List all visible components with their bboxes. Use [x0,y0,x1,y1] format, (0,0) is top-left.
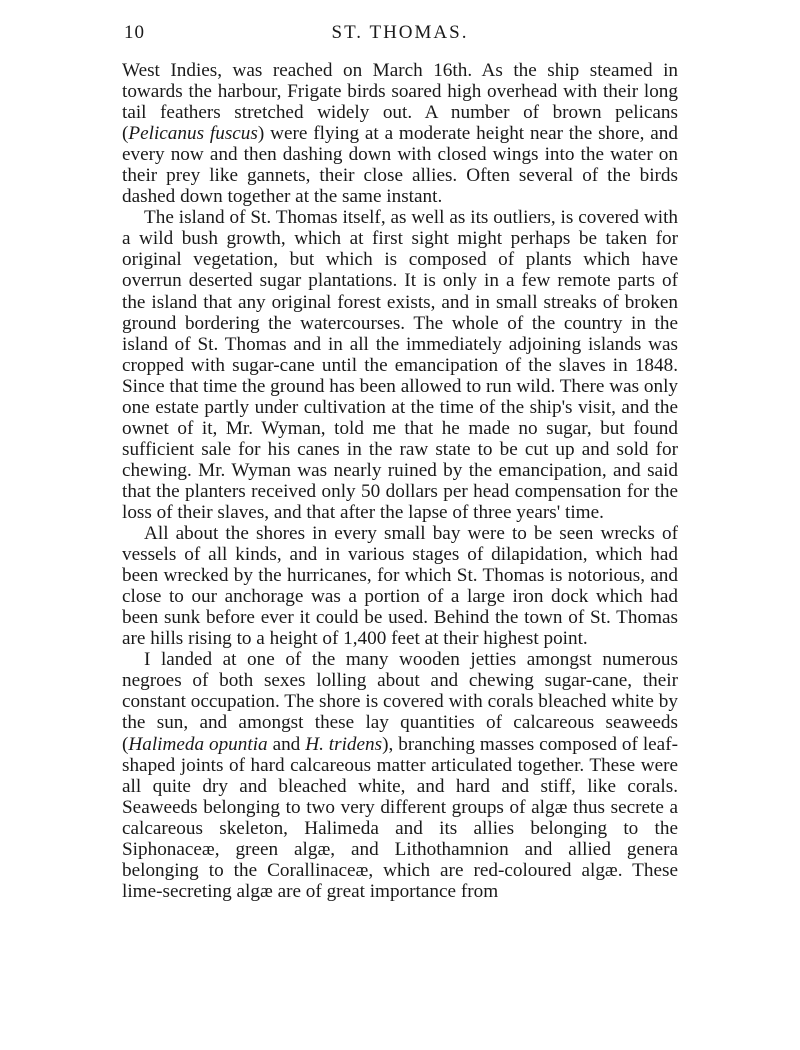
species-name-h-tridens: H. tridens [305,733,383,755]
text-segment: West Indies, was reached on March 16th. As the ship steamed in towards the harbour, Frigate birds soared high overhead with their long tail feathers stretched widely out. A number of brown pelicans ( [122,60,678,145]
species-name-halimeda-opuntia: Halimeda opuntia [128,733,268,755]
running-title: ST. THOMAS. [331,22,469,43]
paragraph-4 [122,649,678,902]
text-segment: and [267,733,306,755]
species-name-pelicanus-fuscus: Pelicanus fuscus [128,123,258,145]
text-segment: I landed at one of the many wooden jetties amongst numerous negroes of both sexes lolling about and chewing sugar-cane, their constant occupation. The shore is covered with corals bleached white by the sun, and amongst these lay quantities of calcareous seaweeds ( [122,649,678,755]
page-header [122,14,678,50]
text-segment: ) were flying at a moderate height near the shore, and every now and then dashing down with closed wings into the water on their prey like gannets, their close allies. Often several of the birds dashed down together at the same instant. [122,123,678,208]
text-segment: The island of St. Thomas itself, as well as its outliers, is covered with a wild bush growth, which at first sight might perhaps be taken for original vegetation, but which is composed of plants which have overrun deserted sugar plantations. It is only in a few remote parts of the island that any original forest exists, and in small streaks of broken ground bordering the watercourses. The whole of the country in the island of St. Thomas and in all the immediately adjoining islands was cropped with sugar-cane until the emancipation of the slaves in 1848. Since that time the ground has been allowed to run wild. There was only one estate partly under cultivation at the time of the ship's visit, and the ownet of it, Mr. Wyman, told me that he made no sugar, but found sufficient sale for his canes in the raw state to be cut up and sold for chewing. Mr. Wyman was nearly ruined by the emancipation, and said that the planters received only 50 dollars per head compensation for the loss of their slaves, and that after the lapse of three years' time. [122,207,678,523]
paragraph-1 [122,60,678,207]
text-segment: All about the shores in every small bay were to be seen wrecks of vessels of all kinds, and in various stages of dilapidation, which had been wrecked by the hurricanes, for which St. Thomas is notorious, and close to our anchorage was a portion of a large iron dock which had been sunk before ever it could be used. Behind the town of St. Thomas are hills rising to a height of 1,400 feet at their highest point. [122,523,678,650]
text-segment: ), branching masses composed of leaf-shaped joints of hard calcareous matter articulated together. These were all quite dry and bleached white, and hard and stiff, like corals. Seaweeds belonging to two very different groups of algæ thus secrete a calcareous skeleton, Halimeda and its allies belonging to the Siphonaceæ, green algæ, and Lithothamnion and allied genera belonging to the Corallinaceæ, which are red-coloured algæ. These lime-secreting algæ are of great importance from [122,733,678,902]
book-page [122,14,678,902]
body-text [122,60,678,902]
paragraph-2 [122,207,678,523]
page-number: 10 [124,22,145,43]
paragraph-3 [122,523,678,649]
